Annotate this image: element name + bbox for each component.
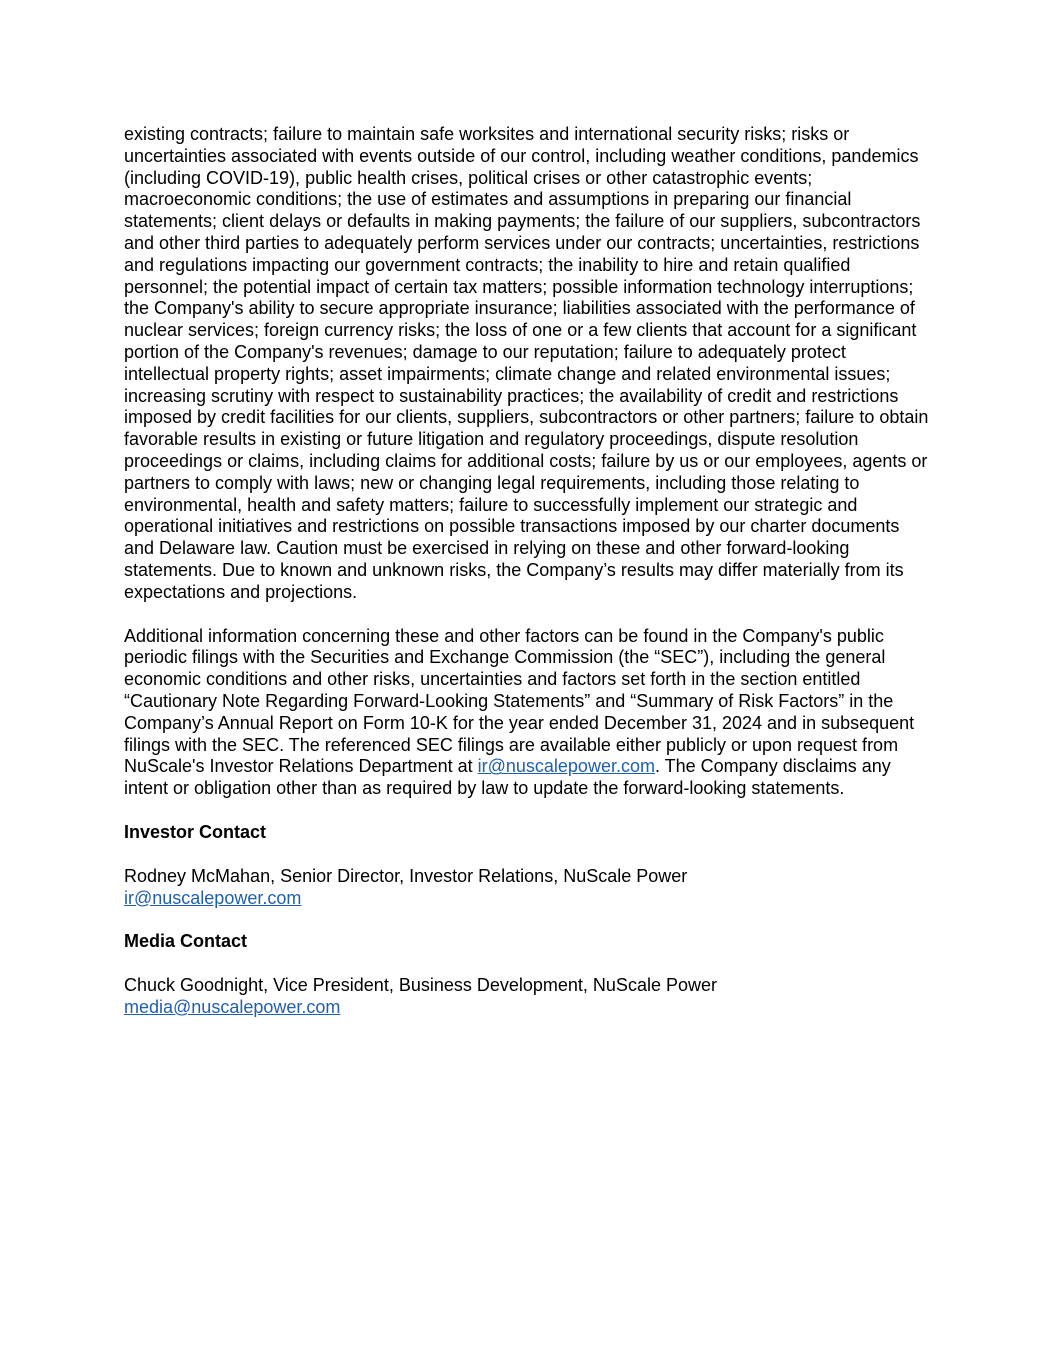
risk-factors-paragraph: existing contracts; failure to maintain safe worksites and international security risks; risks or uncertainties associated with events outside of our control, including weather conditions, pandemics (including COVID-19), public health crises, political crises or other catastrophic events; macroeconomic conditions; the use of estimates and assumptions in preparing our financial statements; client delays or defaults in making payments; the failure of our suppliers, subcontractors and other third parties to adequately perform services under our contracts; uncertainties, restrictions and regulations impacting our government contracts; the inability to hire and retain qualified personnel; the potential impact of certain tax matters; possible information technology interruptions; the Company's ability to secure appropriate insurance; liabilities associated with the performance of nuclear services; foreign currency risks; the loss of one or a few clients that account for a significant portion of the Company's revenues; damage to our reputation; failure to adequately protect intellectual property rights; asset impairments; climate change and related environmental issues; increasing scrutiny with respect to sustainability practices; the availability of credit and restrictions imposed by credit facilities for our clients, suppliers, subcontractors or other partners; failure to obtain favorable results in existing or future litigation and regulatory proceedings, dispute resolution proceedings or claims, including claims for additional costs; failure by us or our employees, agents or partners to comply with laws; new or changing legal requirements, including those relating to environmental, health and safety matters; failure to successfully implement our strategic and operational initiatives and restrictions on possible transactions imposed by our charter documents and Delaware law. Caution must be exercised in relying on these and other forward-looking statements. Due to known and unknown risks, the Company’s results may differ materially from its expectations and projections. [124,124,929,602]
investor-contact-block [124,866,930,910]
investor-contact-email-link[interactable]: ir@nuscalepower.com [124,887,302,908]
additional-info-paragraph [124,626,930,800]
investor-contact-heading: Investor Contact [124,821,267,842]
additional-info-text-end: . The Company disclaims any intent or obligation other than as required by law to update the forward-looking statements. [124,756,891,799]
media-contact-block [124,975,930,1019]
media-contact-heading: Media Contact [124,931,248,952]
document-page [124,124,930,1019]
additional-info-text: Additional information concerning these and other factors can be found in the Company's public periodic filings with the Securities and Exchange Commission (the “SEC”), including the general economic conditions and other risks, uncertainties and factors set forth in the section entitled “Cautionary Note Regarding Forward-Looking Statements” and “Summary of Risk Factors” in the Company’s Annual Report on Form 10-K for the year ended December 31, 2024 and in subsequent filings with the SEC. The referenced SEC filings are available either publicly or upon request from NuScale's Investor Relations Department at [124,625,915,777]
media-contact-name: Chuck Goodnight, Vice President, Business Development, NuScale Power [124,975,717,996]
ir-email-link[interactable]: ir@nuscalepower.com [477,756,655,777]
media-contact-email-link[interactable]: media@nuscalepower.com [124,996,341,1017]
investor-contact-name: Rodney McMahan, Senior Director, Investor Relations, NuScale Power [124,865,688,886]
